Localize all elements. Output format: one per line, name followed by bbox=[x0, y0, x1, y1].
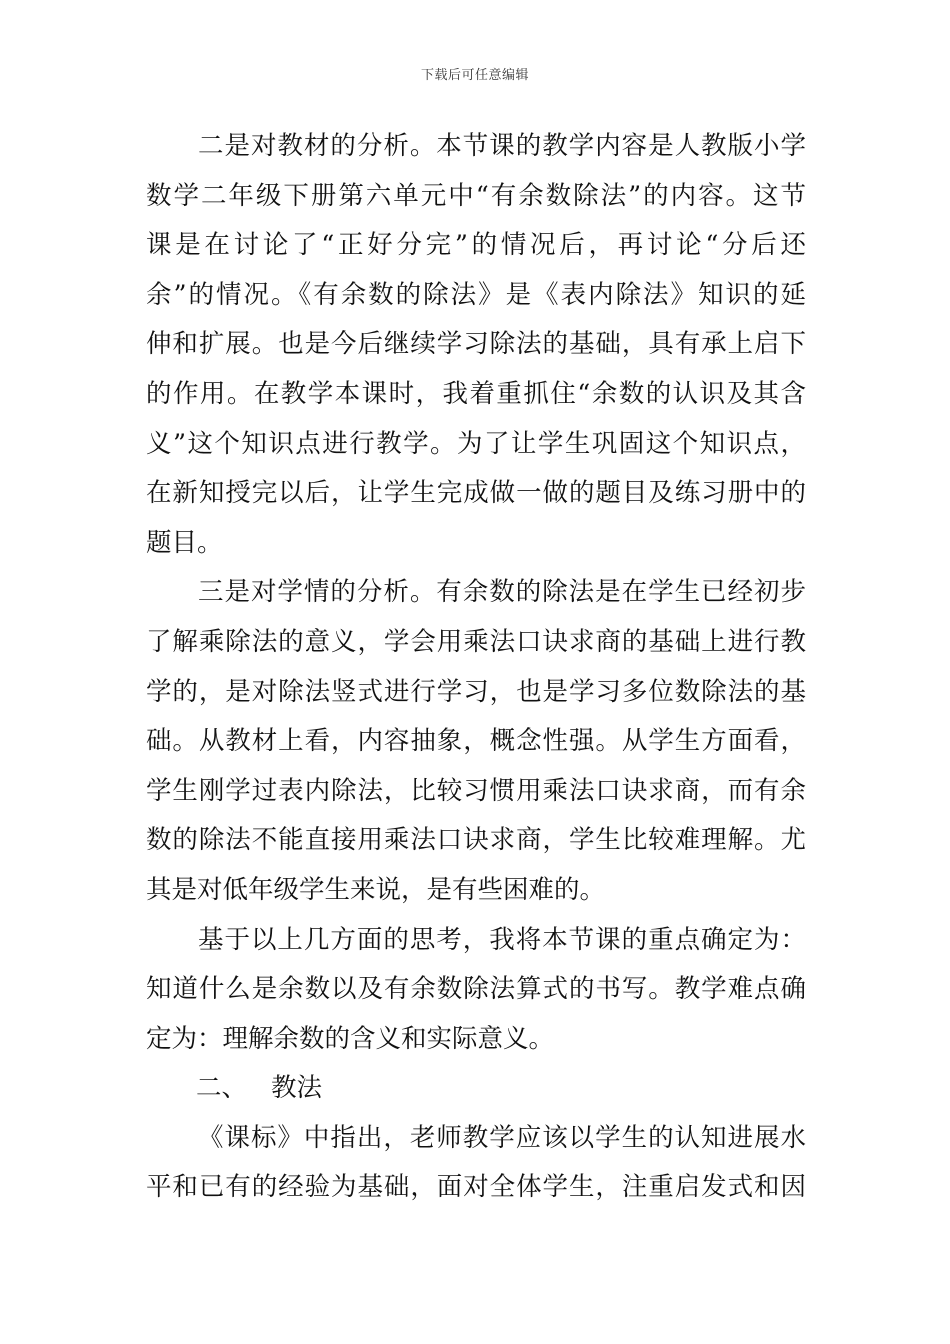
text-line: 伸和扩展。也是今后继续学习除法的基础，具有承上启下 bbox=[146, 329, 806, 360]
text-line: 二是对教材的分析。本节课的教学内容是人教版小学 bbox=[198, 131, 806, 161]
text-line: 《课标》中指出，老师教学应该以学生的认知进展水 bbox=[198, 1122, 806, 1153]
text-line: 数学二年级下册第六单元中“有余数除法”的内容。这节 bbox=[146, 180, 806, 211]
text-line: 其是对低年级学生来说，是有些困难的。 bbox=[146, 874, 606, 905]
text-line: 础。从教材上看，内容抽象，概念性强。从学生方面看， bbox=[146, 726, 806, 757]
text-line: 学生刚学过表内除法，比较习惯用乘法口诀求商，而有余 bbox=[146, 775, 806, 806]
text-line: 知道什么是余数以及有余数除法算式的书写。教学难点确 bbox=[146, 974, 806, 1005]
text-line: 学的，是对除法竖式进行学习，也是学习多位数除法的基 bbox=[146, 676, 806, 707]
text-line: 义”这个知识点进行教学。为了让学生巩固这个知识点， bbox=[146, 428, 806, 459]
text-line: 定为：理解余数的含义和实际意义。 bbox=[146, 1023, 555, 1054]
section-number: 二、 bbox=[196, 1073, 248, 1104]
text-line: 三是对学情的分析。有余数的除法是在学生已经初步 bbox=[198, 577, 806, 608]
page-header: 下载后可任意编辑 bbox=[420, 68, 529, 83]
text-line: 数的除法不能直接用乘法口诀求商，学生比较难理解。尤 bbox=[146, 825, 806, 856]
text-line: 平和已有的经验为基础，面对全体学生，注重启发式和因 bbox=[146, 1172, 806, 1203]
document-body bbox=[146, 122, 806, 1213]
text-line: 题目。 bbox=[146, 527, 223, 558]
section-heading bbox=[146, 1064, 806, 1114]
section-title: 教法 bbox=[271, 1073, 323, 1104]
text-line: 基于以上几方面的思考，我将本节课的重点确定为： bbox=[198, 924, 806, 955]
text-line: 在新知授完以后，让学生完成做一做的题目及练习册中的 bbox=[146, 478, 806, 509]
text-line: 了解乘除法的意义，学会用乘法口诀求商的基础上进行教 bbox=[146, 626, 806, 657]
text-line: 余”的情况。《有余数的除法》是《表内除法》知识的延 bbox=[146, 279, 806, 310]
text-line: 的作用。在教学本课时，我着重抓住“余数的认识及其含 bbox=[146, 378, 806, 409]
text-line: 课是在讨论了“正好分完”的情况后，再讨论“分后还 bbox=[146, 230, 806, 261]
